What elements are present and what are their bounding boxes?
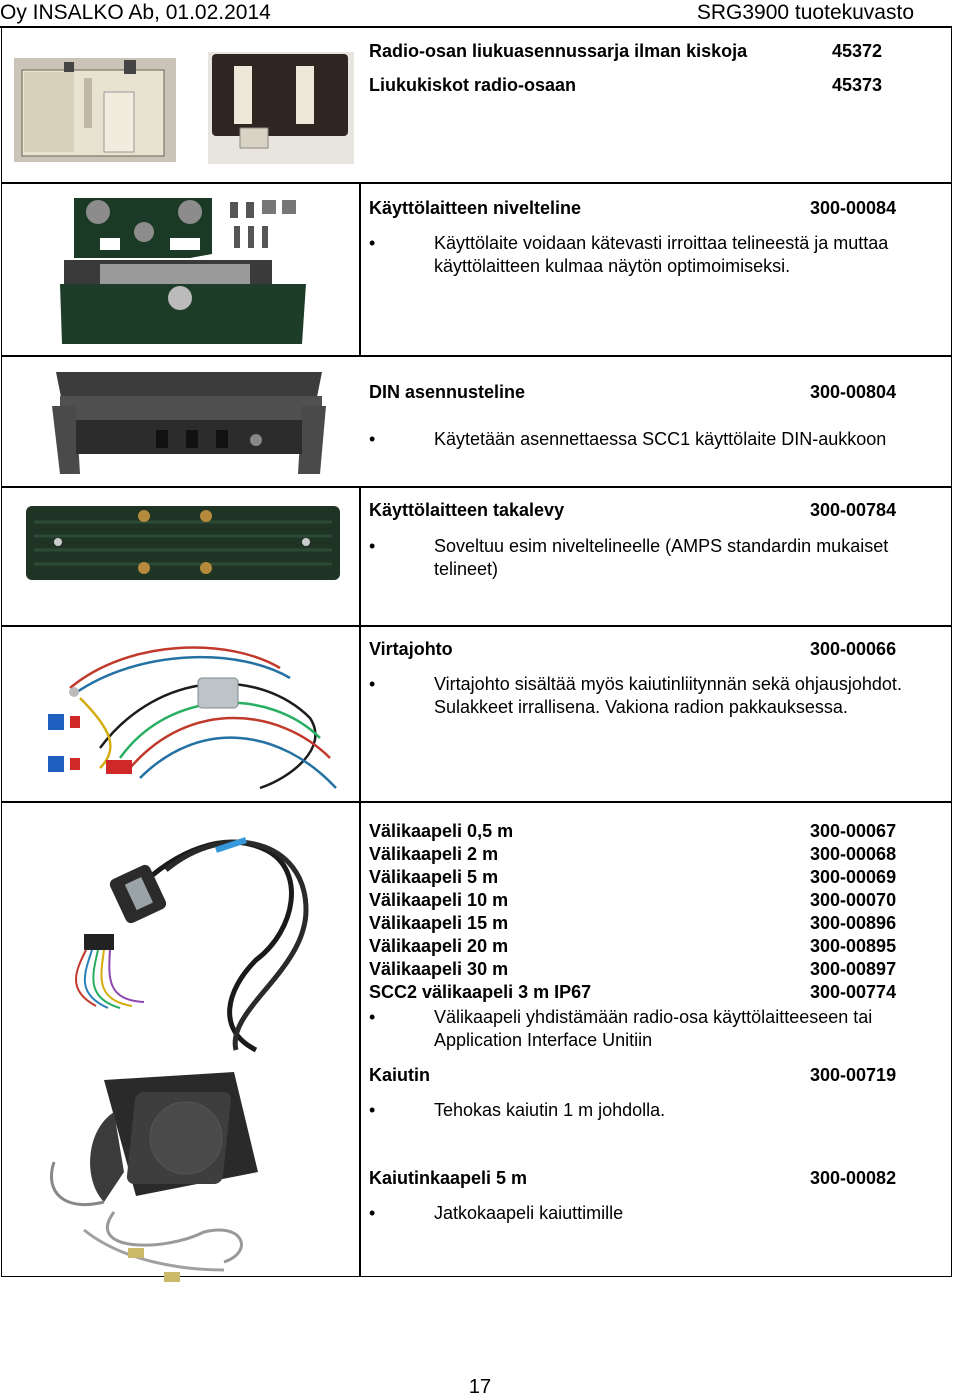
product-name: Välikaapeli 10 m: [369, 890, 509, 910]
product-row-back-plate: [369, 499, 909, 521]
product-code: 45373: [832, 75, 883, 95]
column-divider: [359, 182, 361, 355]
product-code: 300-00804: [810, 382, 897, 402]
product-row-cable-15m: [369, 912, 909, 934]
bullet-icon: •: [369, 1100, 376, 1120]
row-divider: [2, 625, 951, 627]
bullet-text: Soveltuu esim niveltelineelle (AMPS standardin mukaiset telineet): [434, 536, 889, 579]
product-row-cable-2m: [369, 843, 909, 865]
bullet-icon: •: [369, 674, 376, 694]
row-divider: [2, 801, 951, 803]
bullet-icon: •: [369, 1203, 376, 1223]
product-row-din-mount: [369, 381, 909, 403]
product-row-cable-0-5m: [369, 820, 909, 842]
column-divider: [359, 625, 361, 801]
product-code: 300-00895: [810, 936, 897, 956]
product-name: Liukukiskot radio-osaan: [369, 75, 577, 95]
product-code: 300-00070: [810, 890, 897, 910]
product-code: 45372: [832, 41, 883, 61]
product-name: Välikaapeli 2 m: [369, 844, 499, 864]
bullet-text: Välikaapeli yhdistämään radio-osa käyttölaitteeseen tai Application Interface Unitiin: [434, 1007, 873, 1050]
bullet-icon: •: [369, 429, 376, 449]
product-row-sliding-kit: [369, 40, 909, 62]
row-divider: [2, 486, 951, 488]
din-mount-image: [46, 366, 332, 478]
product-code: 300-00784: [810, 500, 897, 520]
product-row-scc2-cable: [369, 981, 909, 1003]
column-divider: [359, 486, 361, 625]
product-row-cable-10m: [369, 889, 909, 911]
bullet-text: Jatkokaapeli kaiuttimille: [434, 1203, 624, 1223]
product-row-power-cable: [369, 638, 909, 660]
product-name: DIN asennusteline: [369, 382, 526, 402]
product-name: Kaiutinkaapeli 5 m: [369, 1168, 528, 1188]
product-name: Välikaapeli 15 m: [369, 913, 509, 933]
back-plate-image: [24, 502, 342, 584]
product-code: 300-00897: [810, 959, 897, 979]
product-row-cable-5m: [369, 866, 909, 888]
product-code: 300-00067: [810, 821, 897, 841]
bullet-icon: •: [369, 1007, 376, 1027]
column-divider: [359, 801, 361, 1277]
bullet-text: Käytetään asennettaessa SCC1 käyttölaite DIN-aukkoon: [434, 429, 887, 449]
product-row-cable-20m: [369, 935, 909, 957]
header-company-date: Oy INSALKO Ab, 01.02.2014: [0, 1, 271, 24]
product-name: Välikaapeli 5 m: [369, 867, 499, 887]
product-name: Välikaapeli 0,5 m: [369, 821, 514, 841]
product-code: 300-00774: [810, 982, 897, 1002]
product-name: Virtajohto: [369, 639, 453, 659]
product-name: Välikaapeli 30 m: [369, 959, 509, 979]
page-number: 17: [468, 1376, 492, 1398]
header-catalog-title: SRG3900 tuotekuvasto: [696, 1, 914, 24]
bullet-text: Virtajohto sisältää myös kaiutinliitynnän sekä ohjausjohdot. Sulakkeet irrallisena. Vakiona radion pakkauksessa.: [434, 674, 902, 717]
row-divider: [2, 355, 951, 357]
bullet-text: Käyttölaite voidaan kätevasti irroittaa telineestä ja muttaa käyttölaitteen kulmaa näytön optimoimiseksi.: [434, 233, 889, 276]
radio-sliding-kit-image: [14, 52, 354, 164]
product-code: 300-00084: [810, 198, 897, 218]
product-code: 300-00896: [810, 913, 897, 933]
product-code: 300-00068: [810, 844, 897, 864]
product-row-sliding-rails: [369, 74, 909, 96]
interconnect-cable-image: [56, 810, 346, 1060]
bullet-text: Tehokas kaiutin 1 m johdolla.: [434, 1100, 666, 1120]
row-divider: [2, 182, 951, 184]
product-row-cable-30m: [369, 958, 909, 980]
product-name: Käyttölaitteen nivelteline: [369, 198, 582, 218]
product-code: 300-00066: [810, 639, 897, 659]
product-row-speaker-cable: [369, 1167, 909, 1189]
product-name: Välikaapeli 20 m: [369, 936, 509, 956]
product-name: Käyttölaitteen takalevy: [369, 500, 565, 520]
product-code: 300-00069: [810, 867, 897, 887]
product-row-speaker: [369, 1064, 909, 1086]
product-row-swivel-mount: [369, 197, 909, 219]
bullet-icon: •: [369, 233, 376, 253]
swivel-mount-image: [40, 188, 356, 344]
page-header: [0, 0, 960, 28]
bullet-icon: •: [369, 536, 376, 556]
product-name: Radio-osan liukuasennussarja ilman kiskoja: [369, 41, 748, 61]
power-cable-image: [40, 628, 348, 798]
product-code: 300-00082: [810, 1168, 897, 1188]
product-name: Kaiutin: [369, 1065, 430, 1085]
product-code: 300-00719: [810, 1065, 897, 1085]
product-name: SCC2 välikaapeli 3 m IP67: [369, 982, 592, 1002]
speaker-and-cable-image: [44, 1052, 274, 1290]
